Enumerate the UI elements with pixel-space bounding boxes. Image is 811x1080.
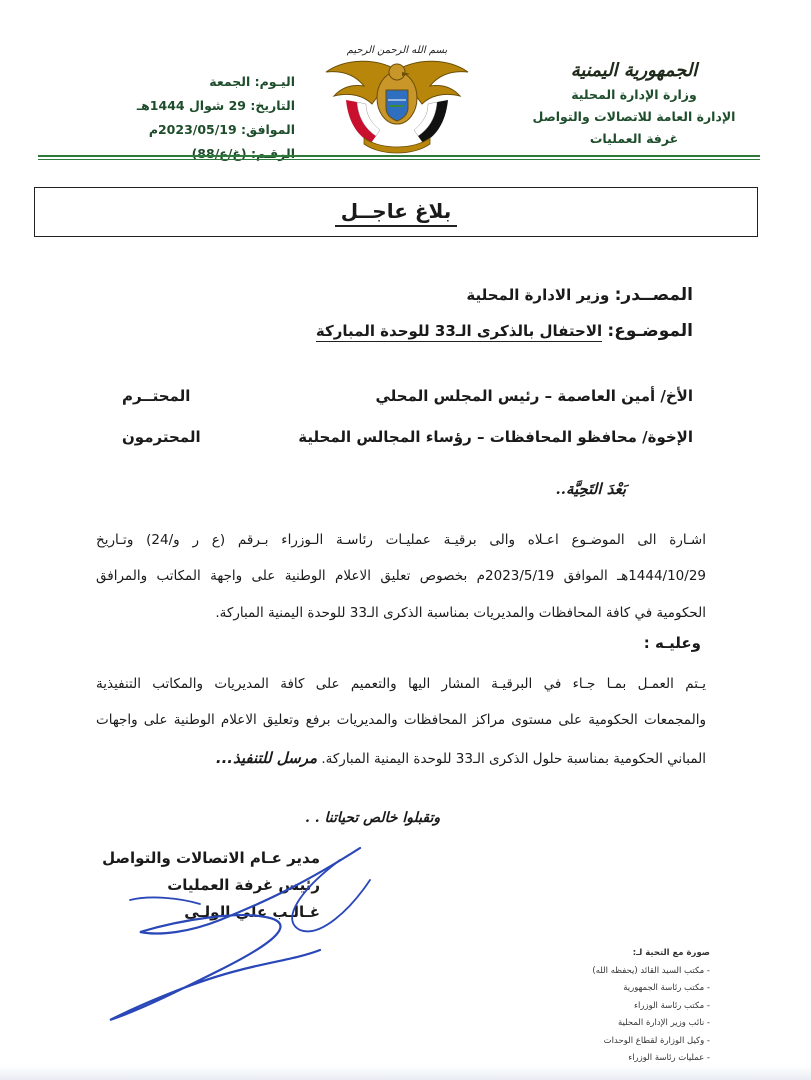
cc-title: صورة مع التحية لـ: <box>632 948 710 958</box>
cc-item: - عمليات رئاسة الوزراء <box>535 1050 710 1068</box>
yemen-emblem-icon <box>316 40 478 158</box>
greeting: بَعْدَ التَحِيَّة.. <box>555 480 626 498</box>
subject-value: الاحتفال بالذكرى الـ33 للوحدة المباركة <box>315 322 603 340</box>
source-row <box>93 283 693 307</box>
handwritten-signature <box>70 840 410 1030</box>
recipient-1: الأخ/ أمين العاصمة – رئيس المجلس المحلي <box>375 387 693 405</box>
cc-item: - مكتب السيد القائد (يحفظه الله) <box>535 963 710 981</box>
subject-label: الموضـوع: <box>607 321 693 341</box>
department-name: الإدارة العامة للاتصالات والتواصل <box>532 109 736 124</box>
signatory-title-1: مدير عـام الاتصالات والتواصل <box>102 849 320 867</box>
room-name: غرفة العمليات <box>589 131 679 146</box>
closing-line: وتقبلوا خالص تحياتنا . . <box>305 810 441 826</box>
government-name: الجمهورية اليمنية <box>570 60 698 81</box>
cc-item: - مكتب رئاسة الجمهورية <box>535 980 710 998</box>
recipient-1-honorific: المحتــرم <box>122 387 191 405</box>
ministry-name: وزارة الإدارة المحلية <box>571 87 697 102</box>
source-value: وزير الادارة المحلية <box>466 286 610 304</box>
gregorian-date-field: الموافق: 2023/05/19م <box>148 122 295 137</box>
page-bottom-edge <box>0 1066 811 1080</box>
paragraph1-line: 1444/10/29هـ الموافق 2023/5/19م بخصوص تعليق الاعلام الوطنية على واجهة المكاتب والمرافق <box>96 568 706 584</box>
signatory-name: غـالـب علي الولـي <box>184 903 320 921</box>
recipient-2: الإخوة/ محافظو المحافظات – رؤساء المجالس المحلية <box>298 428 693 446</box>
paragraph2-line: يـتم العمـل بمـا جـاء في البرقيـة المشار اليها والتعميم على كافة المديريات والمكاتب التنفيذية <box>96 676 706 692</box>
paragraph2-line: والمجمعات الحكومية على مستوى مراكز المحافظات والمديريات برفع وتعليق الاعلام الوطنية على واجهات <box>96 712 706 728</box>
document-meta <box>85 70 295 166</box>
thereupon-heading: وعليـه : <box>643 634 701 652</box>
source-label: المصــدر: <box>614 285 693 305</box>
reference-number-field: الرقـم: (غ/ع/88) <box>191 146 295 161</box>
paragraph1-line: الحكومية في كافة المحافظات والمديريات بمناسبة الذكرى الـ33 للوحدة اليمنية المباركة. <box>215 605 706 621</box>
paragraph1-line: اشـارة الى الموضـوع اعـلاه والى برقيـة عمليـات رئاسـة الـوزراء بـرقم (ع ر و/24) وتـاريخ <box>96 532 706 548</box>
paragraph2-line: المباني الحكومية بمناسبة حلول الذكرى الـ33 للوحدة اليمنية المباركة. <box>321 751 706 767</box>
ministry-header <box>509 58 759 150</box>
cc-item: - مكتب رئاسة الوزراء <box>535 998 710 1016</box>
cc-block <box>535 945 710 1068</box>
paragraph2-last-line <box>96 746 706 771</box>
subject-row <box>93 319 693 343</box>
recipient-2-honorific: المحترمون <box>122 428 201 446</box>
signatory-title-2: رئيس غرفة العمليات <box>167 876 320 894</box>
title-box <box>34 187 758 237</box>
day-field: اليـوم: الجمعة <box>209 74 295 89</box>
basmala-caption: بسم الله الرحمن الرحيم <box>346 45 448 56</box>
document-title: بلاغ عاجــل <box>35 199 757 223</box>
send-note: مرسل للتنفيذ... <box>215 749 318 767</box>
cc-item: - نائب وزير الإدارة المحلية <box>535 1015 710 1033</box>
hijri-date-field: التاريخ: 29 شوال 1444هـ <box>136 98 295 113</box>
header-divider <box>38 155 760 157</box>
cc-item: - وكيل الوزارة لقطاع الوحدات <box>535 1033 710 1051</box>
header-divider-thin <box>38 159 760 160</box>
